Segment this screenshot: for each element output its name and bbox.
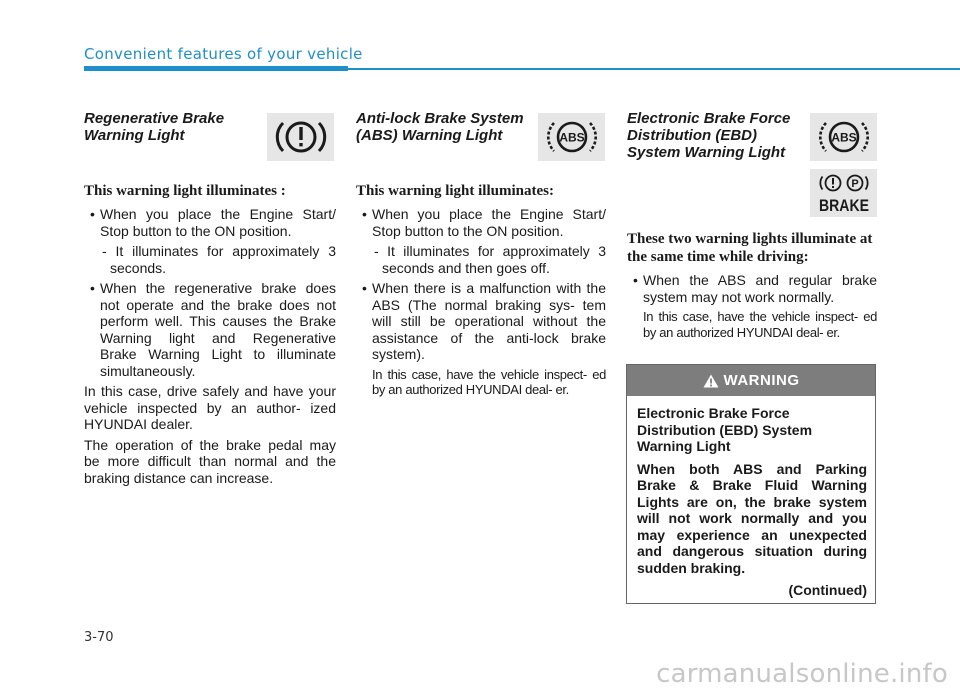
abs-warning-icon	[810, 113, 877, 161]
list-subitem: - It illuminates for approximately 3 seconds.	[102, 243, 336, 276]
abs-icon-text: ABS	[558, 130, 585, 145]
abs-intro: This warning light illuminates:	[356, 183, 554, 199]
warning-triangle-icon	[703, 374, 719, 388]
list-item: • When you place the Engine Start/ Stop button to the ON position.	[356, 206, 606, 239]
abs-warning-icon	[538, 113, 605, 161]
section-header-title: Convenient features of your vehicle	[84, 45, 363, 63]
list-item: • When the ABS and regular brake system may not work normally.	[627, 272, 877, 305]
warning-label: WARNING	[723, 372, 800, 389]
svg-text:P: P	[850, 178, 859, 190]
ebd-title: Electronic Brake Force Distribution (EBD) System Warning Light	[627, 110, 791, 161]
warning-heading: Electronic Brake Force Distribution (EBD) System Warning Light	[637, 405, 813, 454]
list-item: • When the regenerative brake does not operate and the brake does not perform well. This causes the Brake Warning light and Regenerative Brake Warning Light to illuminate simultaneously.	[84, 280, 336, 379]
ebd-intro: These two warning lights illuminate at the same time while driving:	[627, 231, 873, 265]
list-item: • When there is a malfunction with the ABS (The normal braking sys- tem will still be operational without the assistance of the anti-lock brake system).	[356, 280, 606, 363]
paragraph: The operation of the brake pedal may be more difficult than normal and the braking distance can increase.	[84, 436, 336, 486]
page-number: 3-70	[84, 630, 114, 645]
list-subitem: - It illuminates for approximately 3 seconds and then goes off.	[374, 243, 606, 276]
abs-title: Anti-lock Brake System (ABS) Warning Light	[356, 110, 524, 144]
svg-text:BRAKE: BRAKE	[818, 196, 869, 215]
ebd-note: In this case, have the vehicle inspect- ed by an authorized HYUNDAI deal- er.	[643, 309, 877, 340]
header-rule	[348, 68, 960, 70]
list-item: • When you place the Engine Start/ Stop button to the ON position.	[84, 206, 336, 239]
warning-body: When both ABS and Parking Brake & Brake Fluid Warning Lights are on, the brake system will not work normally and you may experience an unexpected and dangerous situation during sudden braking.	[637, 460, 867, 576]
warning-header	[627, 365, 875, 396]
warning-exclamation-icon	[267, 113, 334, 161]
regenerative-brake-intro: This warning light illuminates :	[84, 183, 286, 199]
abs-note: In this case, have the vehicle inspect- ed by an authorized HYUNDAI deal- er.	[372, 366, 606, 397]
abs-icon-text: ABS	[830, 130, 857, 145]
header-accent-bar	[84, 66, 348, 71]
paragraph: In this case, drive safely and have your vehicle inspected by an author- ized HYUNDAI dealer.	[84, 383, 336, 432]
brake-warning-icon	[810, 169, 877, 217]
warning-box	[626, 364, 876, 604]
regenerative-brake-section	[84, 110, 336, 490]
watermark: carmanualsonline.info	[656, 659, 948, 689]
warning-continued: (Continued)	[788, 582, 867, 598]
regenerative-brake-title: Regenerative Brake Warning Light	[84, 110, 225, 144]
